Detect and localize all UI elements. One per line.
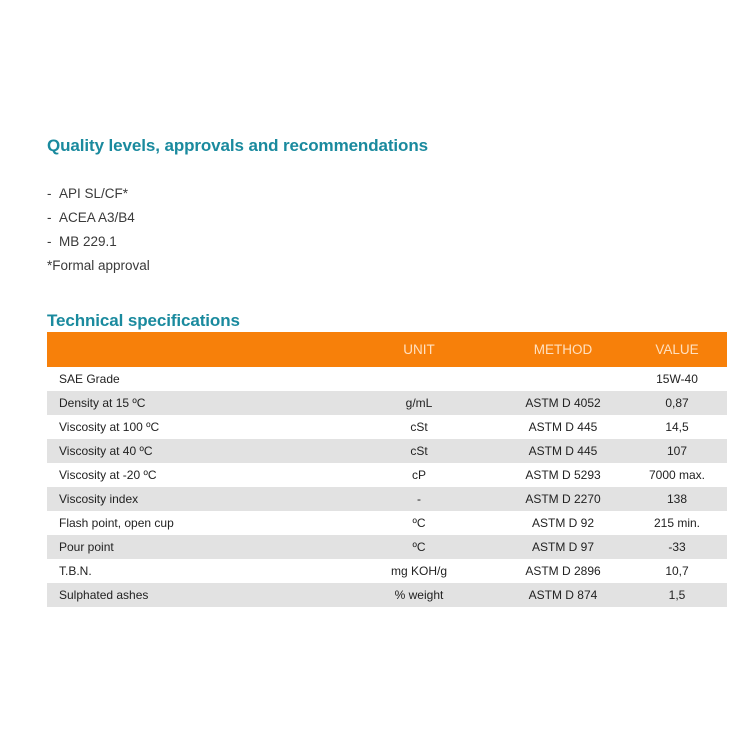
cell-method: [499, 367, 627, 391]
cell-value: -33: [627, 535, 727, 559]
quality-heading: Quality levels, approvals and recommendations: [47, 136, 428, 155]
cell-unit: [339, 367, 499, 391]
cell-value: 1,5: [627, 583, 727, 607]
cell-unit: g/mL: [339, 391, 499, 415]
cell-property: T.B.N.: [47, 559, 339, 583]
cell-unit: ºC: [339, 535, 499, 559]
cell-unit: % weight: [339, 583, 499, 607]
cell-method: ASTM D 4052: [499, 391, 627, 415]
table-row: [47, 391, 727, 415]
list-item-text: API SL/CF*: [59, 186, 129, 201]
list-item: [47, 230, 150, 254]
list-item: [47, 182, 150, 206]
cell-unit: cP: [339, 463, 499, 487]
table-header-row: [47, 332, 727, 367]
approval-note: *Formal approval: [47, 258, 150, 273]
table-row: [47, 583, 727, 607]
cell-method: ASTM D 445: [499, 439, 627, 463]
cell-method: ASTM D 2270: [499, 487, 627, 511]
table-row: [47, 439, 727, 463]
list-item-text: MB 229.1: [59, 234, 117, 249]
cell-unit: -: [339, 487, 499, 511]
table-row: [47, 511, 727, 535]
cell-value: 7000 max.: [627, 463, 727, 487]
table-row: [47, 535, 727, 559]
cell-property: Flash point, open cup: [47, 511, 339, 535]
table-row: [47, 559, 727, 583]
tech-specs-heading: Technical specifications: [47, 311, 240, 330]
cell-property: Viscosity at -20 ºC: [47, 463, 339, 487]
cell-property: SAE Grade: [47, 367, 339, 391]
quality-list: [47, 182, 150, 278]
cell-value: 107: [627, 439, 727, 463]
cell-unit: mg KOH/g: [339, 559, 499, 583]
list-item: [47, 206, 150, 230]
cell-unit: ºC: [339, 511, 499, 535]
cell-unit: cSt: [339, 439, 499, 463]
cell-unit: cSt: [339, 415, 499, 439]
cell-value: 215 min.: [627, 511, 727, 535]
cell-method: ASTM D 874: [499, 583, 627, 607]
cell-property: Viscosity index: [47, 487, 339, 511]
column-header-value: VALUE: [627, 332, 727, 367]
column-header-method: METHOD: [499, 332, 627, 367]
cell-value: 0,87: [627, 391, 727, 415]
cell-property: Viscosity at 40 ºC: [47, 439, 339, 463]
cell-property: Density at 15 ºC: [47, 391, 339, 415]
cell-method: ASTM D 2896: [499, 559, 627, 583]
cell-value: 14,5: [627, 415, 727, 439]
cell-value: 15W-40: [627, 367, 727, 391]
cell-property: Sulphated ashes: [47, 583, 339, 607]
column-header-unit: UNIT: [339, 332, 499, 367]
table-row: [47, 463, 727, 487]
list-item-text: ACEA A3/B4: [59, 210, 135, 225]
cell-property: Pour point: [47, 535, 339, 559]
table-row: [47, 367, 727, 391]
list-dash: -: [47, 234, 52, 249]
list-dash: -: [47, 186, 52, 201]
column-header-name: [47, 332, 339, 367]
cell-value: 10,7: [627, 559, 727, 583]
cell-value: 138: [627, 487, 727, 511]
cell-method: ASTM D 445: [499, 415, 627, 439]
table-row: [47, 415, 727, 439]
list-dash: -: [47, 210, 52, 225]
cell-method: ASTM D 5293: [499, 463, 627, 487]
cell-method: ASTM D 92: [499, 511, 627, 535]
spec-table: [47, 332, 727, 607]
cell-property: Viscosity at 100 ºC: [47, 415, 339, 439]
table-row: [47, 487, 727, 511]
cell-method: ASTM D 97: [499, 535, 627, 559]
